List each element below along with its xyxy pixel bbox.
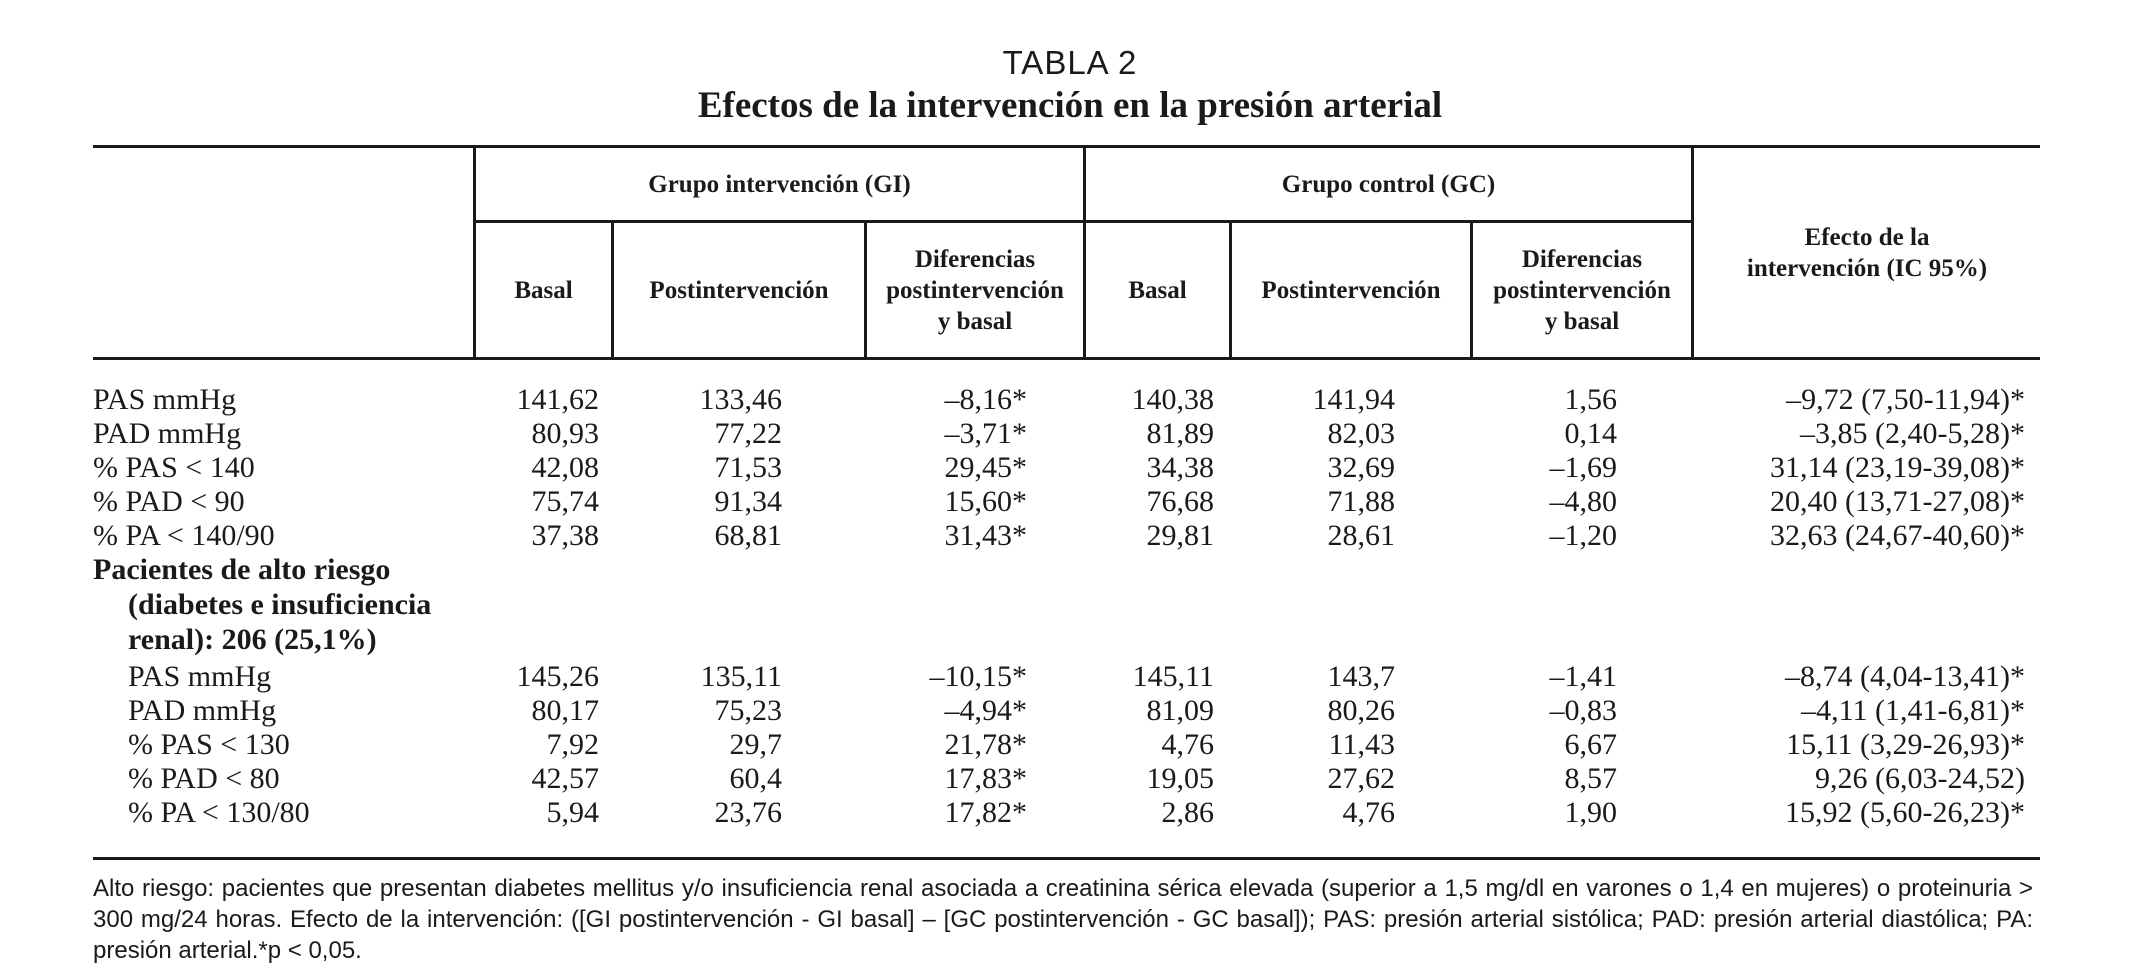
cell-gi-basal: 42,08 <box>531 451 599 484</box>
header-gc-post: Postintervención <box>1261 276 1441 304</box>
cell-gc-diff: 1,56 <box>1564 383 1617 416</box>
header-gc-basal: Basal <box>1128 276 1187 304</box>
cell-gi-basal: 42,57 <box>531 762 599 795</box>
cell-gc-basal: 34,38 <box>1146 451 1214 484</box>
cell-gi-diff: –3,71* <box>944 417 1027 450</box>
table-row <box>0 451 2140 485</box>
cell-effect: –8,74 (4,04-13,41)* <box>1785 660 2025 693</box>
table-row <box>0 694 2140 728</box>
cell-gc-post: 11,43 <box>1328 728 1395 761</box>
cell-gc-basal: 29,81 <box>1146 519 1214 552</box>
cell-gi-basal: 37,38 <box>531 519 599 552</box>
table-footnote: Alto riesgo: pacientes que presentan diabetes mellitus y/o insuficiencia renal asociada a creatinina sérica elevada (superior a 1,5 mg/dl en varones o 1,4 en mujeres) o proteinuria > 300 mg/24 horas. Efecto de la intervención: ([GI postintervención - GI basal] – [GC postintervención - GC basal]); PAS: presión arterial sistólica; PAD: presión arterial diastólica; PA: presión arterial.*p < 0,05. <box>93 875 2033 964</box>
row-label: % PA < 140/90 <box>93 519 275 552</box>
cell-gi-diff: –10,15* <box>929 660 1027 693</box>
row-label: % PAS < 140 <box>93 451 255 484</box>
table-row <box>0 417 2140 451</box>
header-gi-diff: Diferencias postintervención y basal <box>886 245 1064 335</box>
table-bottom-rule <box>93 857 2040 860</box>
table-label: TABLA 2 <box>1002 44 1138 81</box>
cell-gc-basal: 2,86 <box>1161 796 1214 829</box>
cell-gi-basal: 80,17 <box>531 694 599 727</box>
cell-gc-diff: –0,83 <box>1549 694 1617 727</box>
row-label: PAS mmHg <box>128 660 272 693</box>
table-row <box>0 762 2140 796</box>
cell-gc-diff: 0,14 <box>1564 417 1617 450</box>
cell-gi-diff: –4,94* <box>944 694 1027 727</box>
cell-gc-post: 71,88 <box>1327 485 1395 518</box>
cell-effect: –4,11 (1,41-6,81)* <box>1801 694 2025 727</box>
cell-gi-basal: 75,74 <box>531 485 599 518</box>
cell-gi-diff: –8,16* <box>944 383 1027 416</box>
table-row <box>0 660 2140 694</box>
header-gc-diff: Diferencias postintervención y basal <box>1493 245 1671 335</box>
cell-gc-basal: 81,09 <box>1146 694 1214 727</box>
cell-effect: 32,63 (24,67-40,60)* <box>1770 519 2025 552</box>
cell-gc-diff: 8,57 <box>1564 762 1617 795</box>
table-row <box>0 383 2140 417</box>
table-row <box>0 519 2140 553</box>
row-label: PAD mmHg <box>128 694 277 727</box>
subgroup-heading-line: renal): 206 (25,1%) <box>128 623 377 656</box>
header-gi-basal: Basal <box>514 276 573 304</box>
row-label: % PAD < 90 <box>93 485 245 518</box>
cell-gi-post: 29,7 <box>729 728 782 761</box>
cell-gc-post: 82,03 <box>1327 417 1395 450</box>
cell-gi-post: 60,4 <box>729 762 782 795</box>
cell-gi-post: 75,23 <box>714 694 782 727</box>
table-row <box>0 485 2140 519</box>
cell-gc-post: 141,94 <box>1312 383 1395 416</box>
header-effect: Efecto de la intervención (IC 95%) <box>1746 223 1988 282</box>
cell-gc-basal: 19,05 <box>1146 762 1214 795</box>
cell-gi-diff: 15,60* <box>944 485 1027 518</box>
cell-effect: –3,85 (2,40-5,28)* <box>1800 417 2025 450</box>
cell-gc-post: 28,61 <box>1327 519 1395 552</box>
header-bottom-rule <box>93 357 2040 360</box>
cell-gi-post: 133,46 <box>699 383 782 416</box>
cell-effect: –9,72 (7,50-11,94)* <box>1786 383 2025 416</box>
cell-gi-post: 91,34 <box>714 485 782 518</box>
cell-gi-post: 23,76 <box>714 796 782 829</box>
cell-gc-basal: 145,11 <box>1132 660 1214 693</box>
cell-gc-diff: –1,41 <box>1549 660 1617 693</box>
cell-gi-basal: 5,94 <box>546 796 599 829</box>
cell-gi-diff: 29,45* <box>944 451 1027 484</box>
cell-gc-diff: 1,90 <box>1564 796 1617 829</box>
cell-gi-basal: 80,93 <box>531 417 599 450</box>
cell-gc-diff: –1,69 <box>1549 451 1617 484</box>
row-label: % PAD < 80 <box>128 762 280 795</box>
cell-effect: 20,40 (13,71-27,08)* <box>1770 485 2025 518</box>
cell-gc-diff: –4,80 <box>1549 485 1617 518</box>
cell-gc-post: 4,76 <box>1342 796 1395 829</box>
cell-gc-post: 143,7 <box>1327 660 1395 693</box>
cell-gi-post: 71,53 <box>714 451 782 484</box>
cell-gi-post: 77,22 <box>714 417 782 450</box>
table-title: Efectos de la intervención en la presión arterial <box>697 85 1443 126</box>
cell-gi-post: 135,11 <box>700 660 782 693</box>
cell-effect: 31,14 (23,19-39,08)* <box>1770 451 2025 484</box>
subgroup-heading-line: (diabetes e insuficiencia <box>128 588 432 621</box>
cell-gc-basal: 4,76 <box>1161 728 1214 761</box>
row-label: PAD mmHg <box>93 417 242 450</box>
cell-gi-basal: 145,26 <box>516 660 599 693</box>
cell-gi-diff: 17,83* <box>944 762 1027 795</box>
header-gi-post: Postintervención <box>649 276 829 304</box>
cell-gc-post: 27,62 <box>1327 762 1395 795</box>
cell-gi-diff: 31,43* <box>944 519 1027 552</box>
cell-gc-post: 32,69 <box>1327 451 1395 484</box>
header-group-gi: Grupo intervención (GI) <box>648 170 911 198</box>
table-row <box>0 796 2140 830</box>
cell-gi-diff: 21,78* <box>944 728 1027 761</box>
cell-gi-diff: 17,82* <box>944 796 1027 829</box>
cell-gc-basal: 76,68 <box>1146 485 1214 518</box>
cell-gc-diff: 6,67 <box>1564 728 1617 761</box>
subgroup-heading-line: Pacientes de alto riesgo <box>93 553 391 586</box>
cell-effect: 9,26 (6,03-24,52) <box>1815 762 2025 795</box>
header-group-gc: Grupo control (GC) <box>1281 170 1496 198</box>
cell-effect: 15,11 (3,29-26,93)* <box>1786 728 2025 761</box>
cell-gc-basal: 140,38 <box>1131 383 1214 416</box>
cell-gi-post: 68,81 <box>714 519 782 552</box>
cell-effect: 15,92 (5,60-26,23)* <box>1785 796 2025 829</box>
cell-gc-post: 80,26 <box>1327 694 1395 727</box>
cell-gi-basal: 7,92 <box>546 728 599 761</box>
row-label: % PAS < 130 <box>128 728 290 761</box>
table-row <box>0 728 2140 762</box>
cell-gc-basal: 81,89 <box>1146 417 1214 450</box>
row-label: PAS mmHg <box>93 383 237 416</box>
row-label: % PA < 130/80 <box>128 796 310 829</box>
cell-gc-diff: –1,20 <box>1549 519 1617 552</box>
cell-gi-basal: 141,62 <box>516 383 599 416</box>
